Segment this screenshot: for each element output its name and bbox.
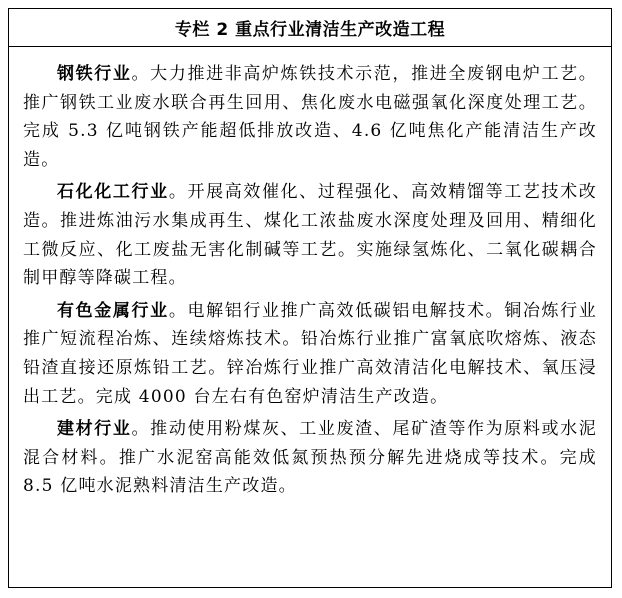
section-petrochemical-lead: 石化化工行业: [57, 182, 169, 203]
section-building-materials-text: 。推动使用粉煤灰、工业废渣、尾矿渣等作为原料或水泥混合材料。推广水泥窑高能效低氮预热预分解先进烧成等技术。完成 8.5 亿吨水泥熟料清洁生产改造。: [23, 419, 597, 497]
section-petrochemical: [23, 178, 597, 292]
section-building-materials: [23, 415, 597, 501]
feature-box: [8, 8, 612, 588]
box-title: 专栏 2 重点行业清洁生产改造工程: [9, 9, 611, 47]
section-steel-lead: 钢铁行业: [57, 64, 132, 84]
box-body: [9, 47, 611, 501]
section-nonferrous: [23, 297, 597, 411]
section-steel: [23, 60, 597, 174]
section-nonferrous-text: 。电解铝行业推广高效低碳铝电解技术。铜冶炼行业推广短流程冶炼、连续熔炼技术。铅冶炼行业推广富氧底吹熔炼、液态铅渣直接还原炼铅工艺。锌冶炼行业推广高效清洁化电解技术、氧压浸出工艺。完成 4000 台左右有色窑炉清洁生产改造。: [23, 300, 597, 407]
section-nonferrous-lead: 有色金属行业: [57, 300, 169, 321]
section-building-materials-lead: 建材行业: [57, 419, 132, 440]
section-steel-text: 。大力推进非高炉炼铁技术示范，推进全废钢电炉工艺。推广钢铁工业废水联合再生回用、焦化废水电磁强氧化深度处理工艺。完成 5.3 亿吨钢铁产能超低排放改造、4.6 亿吨焦化产能清洁生产改造。: [23, 64, 597, 170]
section-petrochemical-text: 。开展高效催化、过程强化、高效精馏等工艺技术改造。推进炼油污水集成再生、煤化工浓盐废水深度处理及回用、精细化工微反应、化工废盐无害化制碱等工艺。实施绿氢炼化、二氧化碳耦合制甲醇等降碳工程。: [23, 182, 597, 289]
